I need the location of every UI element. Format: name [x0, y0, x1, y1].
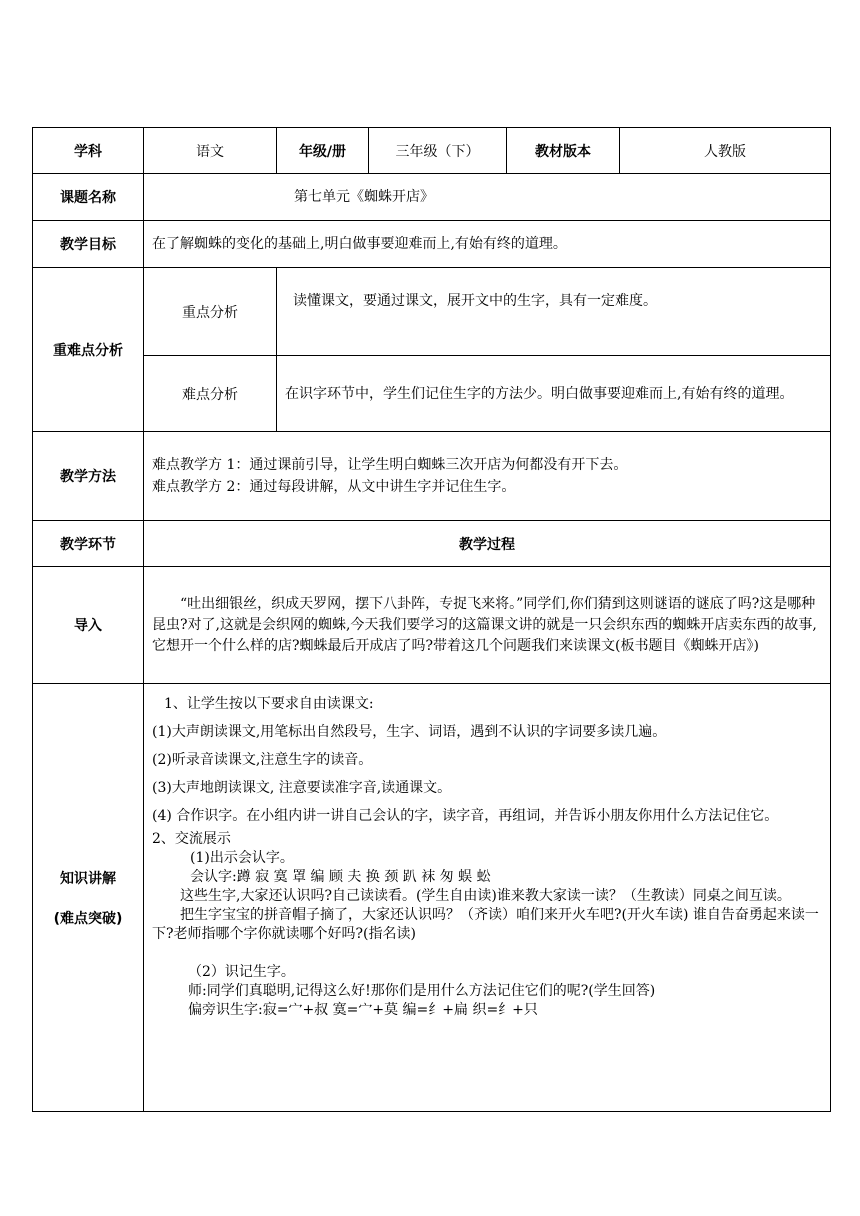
header-row	[33, 128, 831, 174]
teacher-question: 师:同学们真聪明,记得这么好!那你们是用什么方法记住它们的呢?(学生回答)	[188, 983, 656, 999]
intro-label: 导入	[33, 567, 144, 684]
edition-label: 教材版本	[507, 128, 620, 174]
subject-value: 语文	[144, 128, 277, 174]
radical-breakdown: 偏旁识生字:寂=宀+叔 寞=宀+莫 编=纟+扁 织=纟+只	[188, 1002, 538, 1018]
blank-line	[152, 944, 822, 963]
method-line-2: 难点教学方 2：通过每段讲解，从文中讲生字并记住生字。	[152, 479, 516, 495]
key-point-label: 重点分析	[144, 268, 277, 356]
knowledge-row	[33, 684, 831, 1112]
show-step-2: （2）识记生字。	[188, 964, 295, 980]
grade-label: 年级/册	[277, 128, 369, 174]
intro-row	[33, 567, 831, 684]
goal-label: 教学目标	[33, 221, 144, 268]
key-point-text: 读懂课文，要通过课文，展开文中的生字，具有一定难度。	[277, 268, 831, 356]
goal-row	[33, 221, 831, 268]
difficult-point-row	[33, 356, 831, 432]
lesson-plan-table	[32, 127, 831, 1112]
knowledge-item-2: 2、交流展示	[152, 831, 231, 847]
stage-row	[33, 521, 831, 567]
lesson-title-value: 第七单元《蜘蛛开店》	[144, 174, 831, 221]
requirement-1: (1)大声朗读课文,用笔标出自然段号，生字、词语，遇到不认识的字词要多读几遍。	[152, 724, 667, 740]
method-line-1: 难点教学方 1：通过课前引导，让学生明白蜘蛛三次开店为何都没有开下去。	[152, 457, 628, 473]
subject-label: 学科	[33, 128, 144, 174]
knowledge-content	[144, 684, 831, 1112]
difficult-point-text: 在识字环节中，学生们记住生字的方法少。明白做事要迎难而上,有始有终的道理。	[277, 356, 831, 432]
practice-paragraph-1: 这些生字,大家还认识吗?自己读读看。(学生自由读)谁来教大家读一读？（生教读）同桌之间互读。	[180, 888, 791, 904]
lesson-title-row	[33, 174, 831, 221]
method-label: 教学方法	[33, 432, 144, 521]
key-point-row	[33, 268, 831, 356]
requirement-2: (2)听录音读课文,注意生字的读音。	[152, 752, 373, 768]
requirement-4: (4) 合作识字。在小组内讲一讲自己会认的字，读字音，再组词，并告诉小朋友你用什么方法记住它。	[152, 808, 779, 824]
requirement-3: (3)大声地朗读课文, 注意要读准字音,读通课文。	[152, 780, 452, 796]
intro-text: “吐出细银丝，织成天罗网，摆下八卦阵，专捉飞来将。”同学们,你们猜到这则谜语的谜底了吗?这是哪种昆虫?对了,这就是会织网的蜘蛛,今天我们要学习的这篇课文讲的就是一只会织东西的蜘蛛开店卖东西的故事,它想开一个什么样的店?蜘蛛最后开成店了吗?带着这几个问题我们来读课文(板书题目《蜘蛛开店》)	[144, 567, 831, 684]
method-row	[33, 432, 831, 521]
keypoints-label: 重难点分析	[33, 268, 144, 432]
goal-text: 在了解蜘蛛的变化的基础上,明白做事要迎难而上,有始有终的道理。	[144, 221, 831, 268]
knowledge-label: 知识讲解	[60, 870, 116, 887]
process-label: 教学过程	[144, 521, 831, 567]
show-step-1: (1)出示会认字。	[190, 850, 294, 866]
knowledge-sub-label: (难点突破)	[53, 910, 123, 927]
edition-value: 人教版	[620, 128, 831, 174]
recognize-characters: 会认字:蹲 寂 寞 罩 编 顾 夫 换 颈 趴 袜 匆 蜈 蚣	[190, 869, 491, 885]
practice-paragraph-2: 把生字宝宝的拼音帽子摘了，大家还认识吗？（齐读）咱们来开火车吧?(开火车读) 谁自告奋勇起来读一下?老师指哪个字你就读哪个好吗?(指名读)	[152, 907, 819, 942]
method-text	[144, 432, 831, 521]
difficult-point-label: 难点分析	[144, 356, 277, 432]
knowledge-label-cell	[33, 684, 144, 1112]
lesson-title-label: 课题名称	[33, 174, 144, 221]
stage-label: 教学环节	[33, 521, 144, 567]
grade-value: 三年级（下）	[369, 128, 507, 174]
knowledge-item-1: 1、让学生按以下要求自由读课文:	[164, 696, 374, 712]
